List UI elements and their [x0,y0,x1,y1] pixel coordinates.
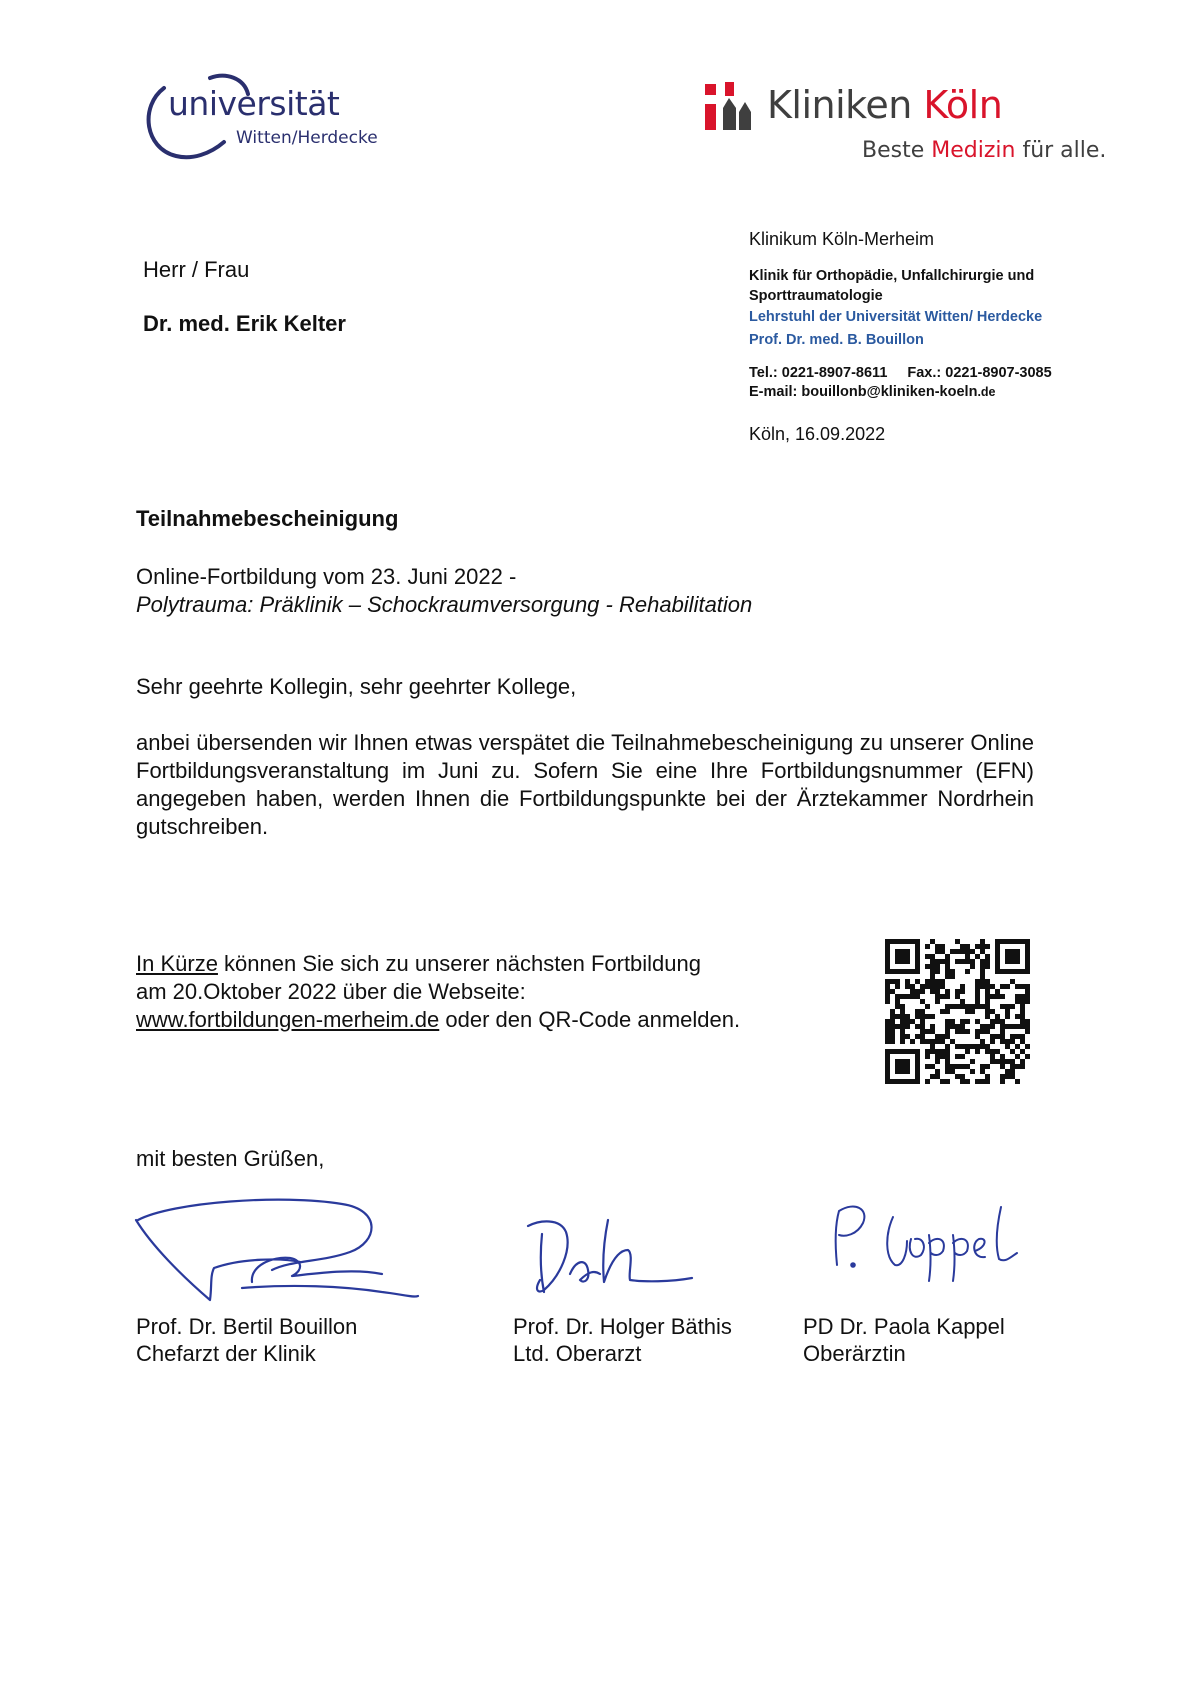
in-kuerze-text: In Kürze [136,951,218,976]
hospital-logo-mark [705,82,753,132]
letter-greeting: Sehr geehrte Kollegin, sehr geehrter Kollege, [136,674,577,699]
recipient-block [143,257,346,337]
letter-closing: mit besten Grüßen, [136,1146,325,1171]
signer-role: Oberärztin [803,1341,906,1366]
sender-block [749,229,1169,445]
registration-link[interactable]: www.fortbildungen-merheim.de [136,1007,440,1032]
recipient-name: Dr. med. Erik Kelter [143,311,346,336]
university-logo-word: universität [168,84,340,123]
sender-department: Klinik für Orthopädie, Unfallchirurgie und Sporttraumatologie [749,268,1035,304]
university-logo [140,68,385,168]
signature-baethis [520,1210,700,1300]
letter-subject: Teilnahmebescheinigung [136,506,399,531]
hospital-logo-name: Kliniken Köln [767,83,1003,127]
next-event-info: In Kürze können Sie sich zu unserer nächsten Fortbildung am 20.Oktober 2022 über die Webseite: www.fortbildungen-merheim.de oder den QR-Code anmelden. [136,951,741,1032]
signer-name: Prof. Dr. Bertil Bouillon [136,1314,358,1339]
sender-email-tld: .de [977,385,996,399]
hospital-logo [705,80,1107,170]
signer-role: Ltd. Oberarzt [513,1341,642,1366]
signer-name: PD Dr. Paola Kappel [803,1314,1005,1339]
sender-professor: Prof. Dr. med. B. Bouillon [749,332,924,348]
signer-name: Prof. Dr. Holger Bäthis [513,1314,732,1339]
qr-code [885,939,1030,1084]
sender-contact [749,364,1169,402]
signature-bouillon [132,1196,422,1304]
signer-kappel [803,1313,1005,1367]
signer-role: Chefarzt der Klinik [136,1341,316,1366]
recipient-salutation: Herr / Frau [143,257,250,282]
qr-code-image [885,939,1030,1084]
event-topic: Polytrauma: Präklinik – Schockraumversorgung - Rehabilitation [136,592,753,617]
sender-tel: Tel.: 0221-8907-8611 [749,365,888,381]
university-logo-subtitle: Witten/Herdecke [236,128,378,148]
letter-paragraph: anbei übersenden wir Ihnen etwas verspätet die Teilnahmebescheinigung zu unserer Online Fortbildungsveranstaltung im Juni zu. Sofern Sie eine Ihre Fortbildungsnummer (EFN) angegeben haben, werden Ihnen die Fortbildungspunkte bei der Ärztekammer Nordrhein gutschreiben. [136,730,1034,839]
letter-date: Köln, 16.09.2022 [749,424,886,444]
signer-bouillon [136,1313,357,1367]
signer-baethis [513,1313,732,1367]
event-line: Online-Fortbildung vom 23. Juni 2022 - [136,564,517,589]
sender-clinic: Klinikum Köln-Merheim [749,229,935,249]
signature-kappel [825,1195,1025,1285]
hospital-logo-slogan: Beste Medizin für alle. [862,138,1107,163]
sender-fax: Fax.: 0221-8907-3085 [907,365,1052,381]
sender-chair: Lehrstuhl der Universität Witten/ Herdecke [749,309,1043,325]
next-event-date-line: am 20.Oktober 2022 über die Webseite: [136,979,526,1004]
sender-email: E-mail: bouillonb@kliniken-koeln [749,384,978,400]
event-info [136,563,752,619]
